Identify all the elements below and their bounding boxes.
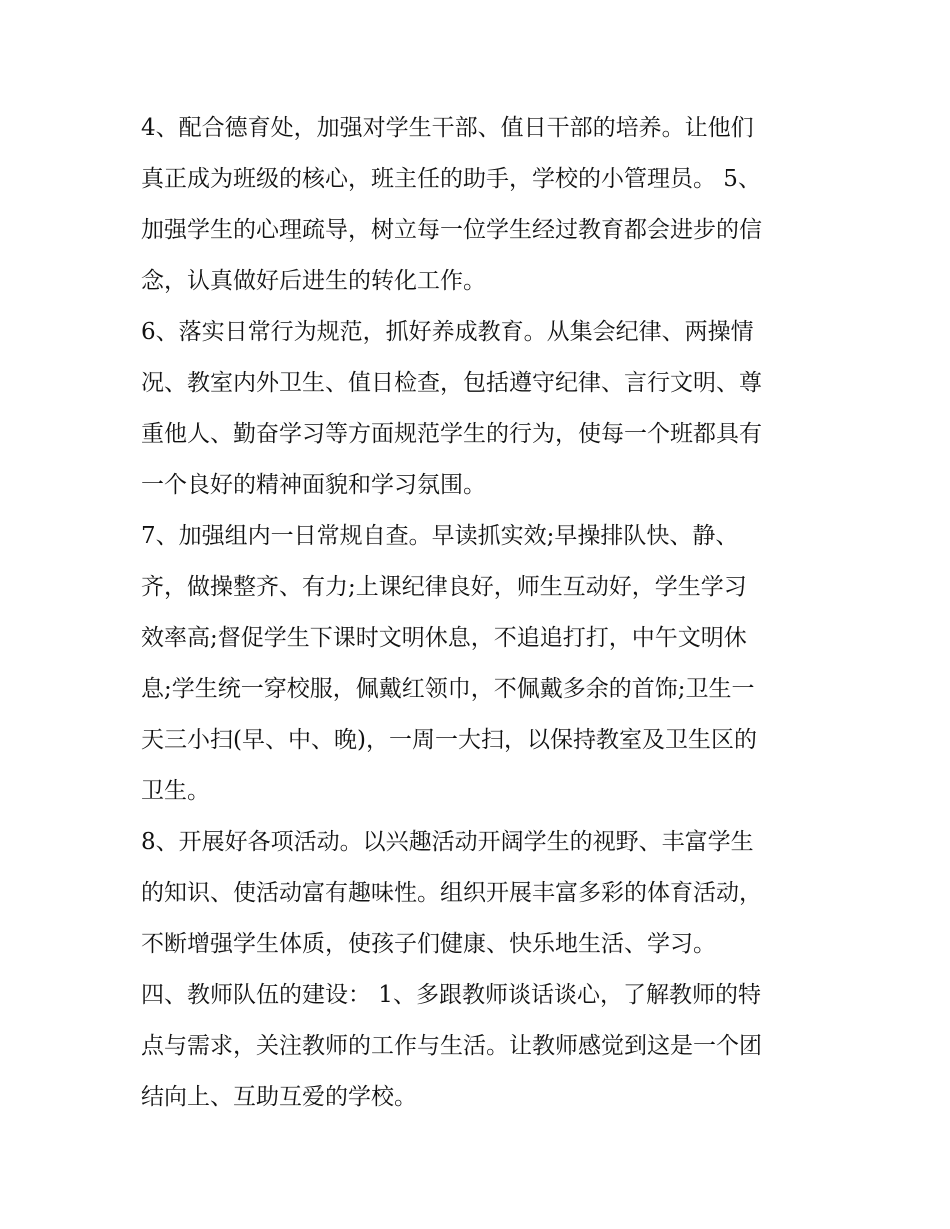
- paragraph-item-7: [141, 511, 821, 817]
- text-line: 况、教室内外卫生、值日检查，包括遵守纪律、言行文明、尊: [141, 370, 762, 396]
- text-line: 天三小扫(早、中、晚)，一周一大扫，以保持教室及卫生区的: [141, 727, 757, 753]
- paragraph-item-4: [141, 103, 821, 307]
- text-line: 息;学生统一穿校服，佩戴红领巾，不佩戴多余的首饰;卫生一: [141, 676, 755, 702]
- text-line: 结向上、互助互爱的学校。: [141, 1084, 417, 1110]
- text-line: 重他人、勤奋学习等方面规范学生的行为，使每一个班都具有: [141, 421, 762, 447]
- text-line: 不断增强学生体质，使孩子们健康、快乐地生活、学习。: [141, 931, 716, 957]
- text-line: 4、配合德育处，加强对学生干部、值日干部的培养。让他们: [141, 115, 754, 141]
- text-line: 7、加强组内一日常规自查。早读抓实效;早操排队快、静、: [141, 523, 739, 549]
- text-line: 卫生。: [141, 778, 210, 804]
- text-line: 一个良好的精神面貌和学习氛围。: [141, 472, 486, 498]
- text-line: 效率高;督促学生下课时文明休息，不追追打打，中午文明休: [141, 625, 747, 651]
- text-line: 6、落实日常行为规范，抓好养成教育。从集会纪律、两操情: [141, 319, 754, 345]
- text-line: 四、教师队伍的建设： 1、多跟教师谈话谈心，了解教师的特: [141, 982, 761, 1008]
- paragraph-section-teachers: [141, 970, 821, 1123]
- paragraph-item-6: [141, 307, 821, 511]
- document-body: [141, 103, 821, 1123]
- text-line: 真正成为班级的核心，班主任的助手，学校的小管理员。 5、: [141, 166, 761, 192]
- text-line: 加强学生的心理疏导，树立每一位学生经过教育都会进步的信: [141, 217, 762, 243]
- text-line: 的知识、使活动富有趣味性。组织开展丰富多彩的体育活动，: [141, 880, 762, 906]
- paragraph-item-8: [141, 817, 821, 970]
- text-line: 齐，做操整齐、有力;上课纪律良好，师生互动好，学生学习: [141, 574, 747, 600]
- text-line: 8、开展好各项活动。以兴趣活动开阔学生的视野、丰富学生: [141, 829, 754, 855]
- text-line: 念，认真做好后进生的转化工作。: [141, 268, 486, 294]
- text-line: 点与需求，关注教师的工作与生活。让教师感觉到这是一个团: [141, 1033, 762, 1059]
